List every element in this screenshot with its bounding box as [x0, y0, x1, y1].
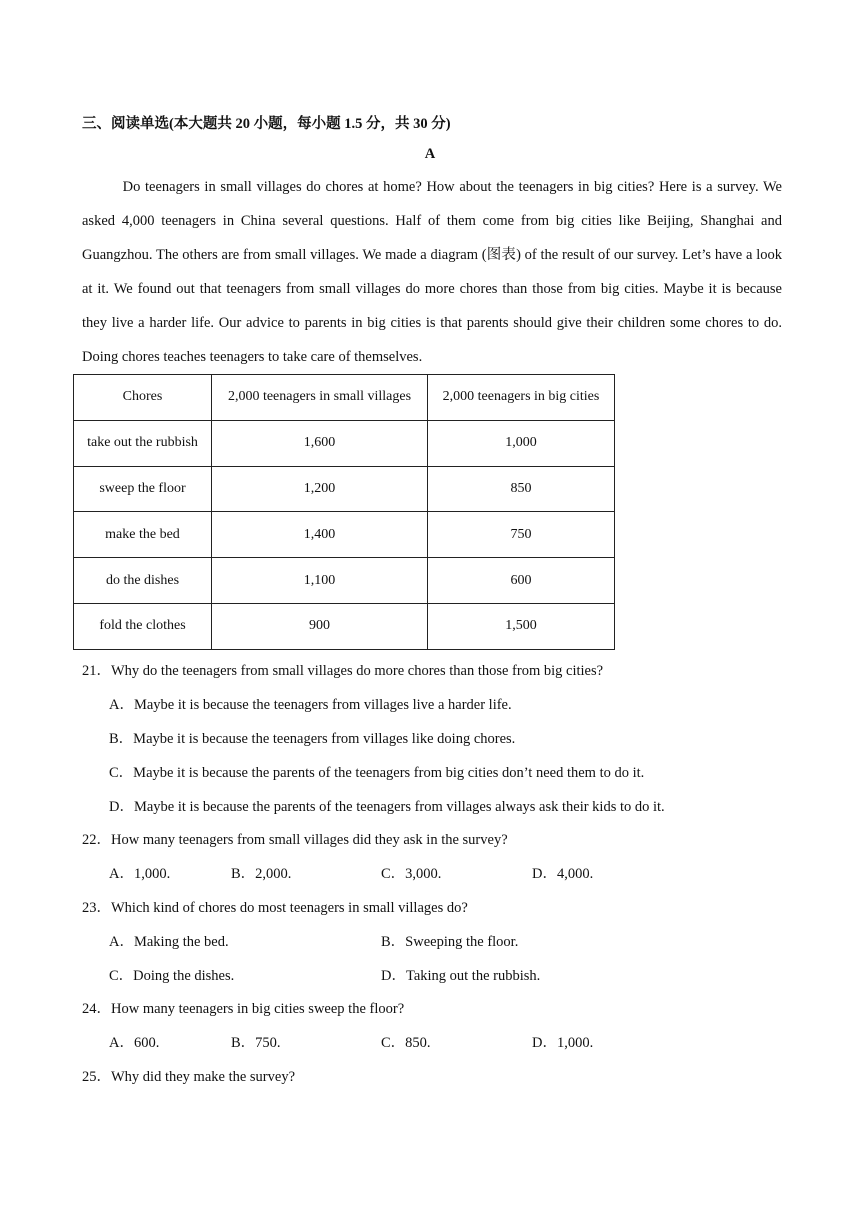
question-23-option-a: A．Making the bed. [109, 934, 229, 950]
table-row [74, 603, 615, 649]
question-24-option-a: A．600. [109, 1035, 160, 1051]
table-cell: 750 [428, 512, 615, 558]
table-cell: 900 [212, 603, 428, 649]
question-22-option-b: B．2,000. [231, 866, 292, 882]
table-row [74, 512, 615, 558]
question-22-option-a: A．1,000. [109, 866, 171, 882]
passage-text: Do teenagers in small villages do chores at home? How about the teenagers in big cities? Here is a survey. We asked 4,000 teenagers in China several questions. Half of them come from big cities like Beijing, Shanghai and Guangzhou. The others are from small villages. We made a diagram (图表) of the result of our survey. Let’s have a look at it. We found out that teenagers from small villages do more chores than those from big cities. Maybe it is because they live a harder life. Our advice to parents in big cities is that parents should give their children some chores to do. Doing chores teaches teenagers to take care of themselves. [82, 179, 782, 365]
question-22-stem: 22．How many teenagers from small villages did they ask in the survey? [82, 832, 508, 848]
table-cell: 600 [428, 558, 615, 604]
question-21-option-b: B．Maybe it is because the teenagers from villages like doing chores. [109, 731, 516, 747]
table-cell: 1,100 [212, 558, 428, 604]
table-cell: sweep the floor [74, 466, 212, 512]
question-24-option-b: B．750. [231, 1035, 281, 1051]
table-header-cell: 2,000 teenagers in big cities [428, 375, 615, 421]
table-cell: 1,000 [428, 420, 615, 466]
table-row [74, 558, 615, 604]
question-23-option-d: D．Taking out the rubbish. [381, 968, 541, 984]
reading-passage [82, 170, 782, 374]
question-24-stem: 24．How many teenagers in big cities sweep the floor? [82, 1001, 405, 1017]
question-21-option-a: A．Maybe it is because the teenagers from villages live a harder life. [109, 697, 512, 713]
question-21-stem: 21．Why do the teenagers from small villages do more chores than those from big cities? [82, 663, 604, 679]
question-23-stem: 23．Which kind of chores do most teenagers in small villages do? [82, 900, 468, 916]
table-cell: do the dishes [74, 558, 212, 604]
question-24-option-c: C．850. [381, 1035, 431, 1051]
part-label: A [424, 146, 436, 162]
question-22-option-d: D．4,000. [532, 866, 594, 882]
section-heading: 三、阅读单选(本大题共 20 小题，每小题 1.5 分，共 30 分) [82, 116, 451, 132]
table-cell: 1,200 [212, 466, 428, 512]
table-header-row [74, 375, 615, 421]
chores-table [73, 374, 615, 650]
table-row [74, 420, 615, 466]
question-21-option-d: D．Maybe it is because the parents of the teenagers from villages always ask their kids to do it. [109, 799, 665, 815]
table-header-cell: Chores [74, 375, 212, 421]
question-23-option-c: C．Doing the dishes. [109, 968, 235, 984]
table-cell: make the bed [74, 512, 212, 558]
table-cell: 850 [428, 466, 615, 512]
question-21-option-c: C．Maybe it is because the parents of the teenagers from big cities don’t need them to do it. [109, 765, 645, 781]
question-25-stem: 25．Why did they make the survey? [82, 1069, 296, 1085]
question-23-option-b: B．Sweeping the floor. [381, 934, 519, 950]
table-cell: 1,500 [428, 603, 615, 649]
table-row [74, 466, 615, 512]
table-cell: take out the rubbish [74, 420, 212, 466]
table-cell: fold the clothes [74, 603, 212, 649]
question-22-option-c: C．3,000. [381, 866, 442, 882]
table-cell: 1,400 [212, 512, 428, 558]
table-header-cell: 2,000 teenagers in small villages [212, 375, 428, 421]
question-24-option-d: D．1,000. [532, 1035, 594, 1051]
table-cell: 1,600 [212, 420, 428, 466]
